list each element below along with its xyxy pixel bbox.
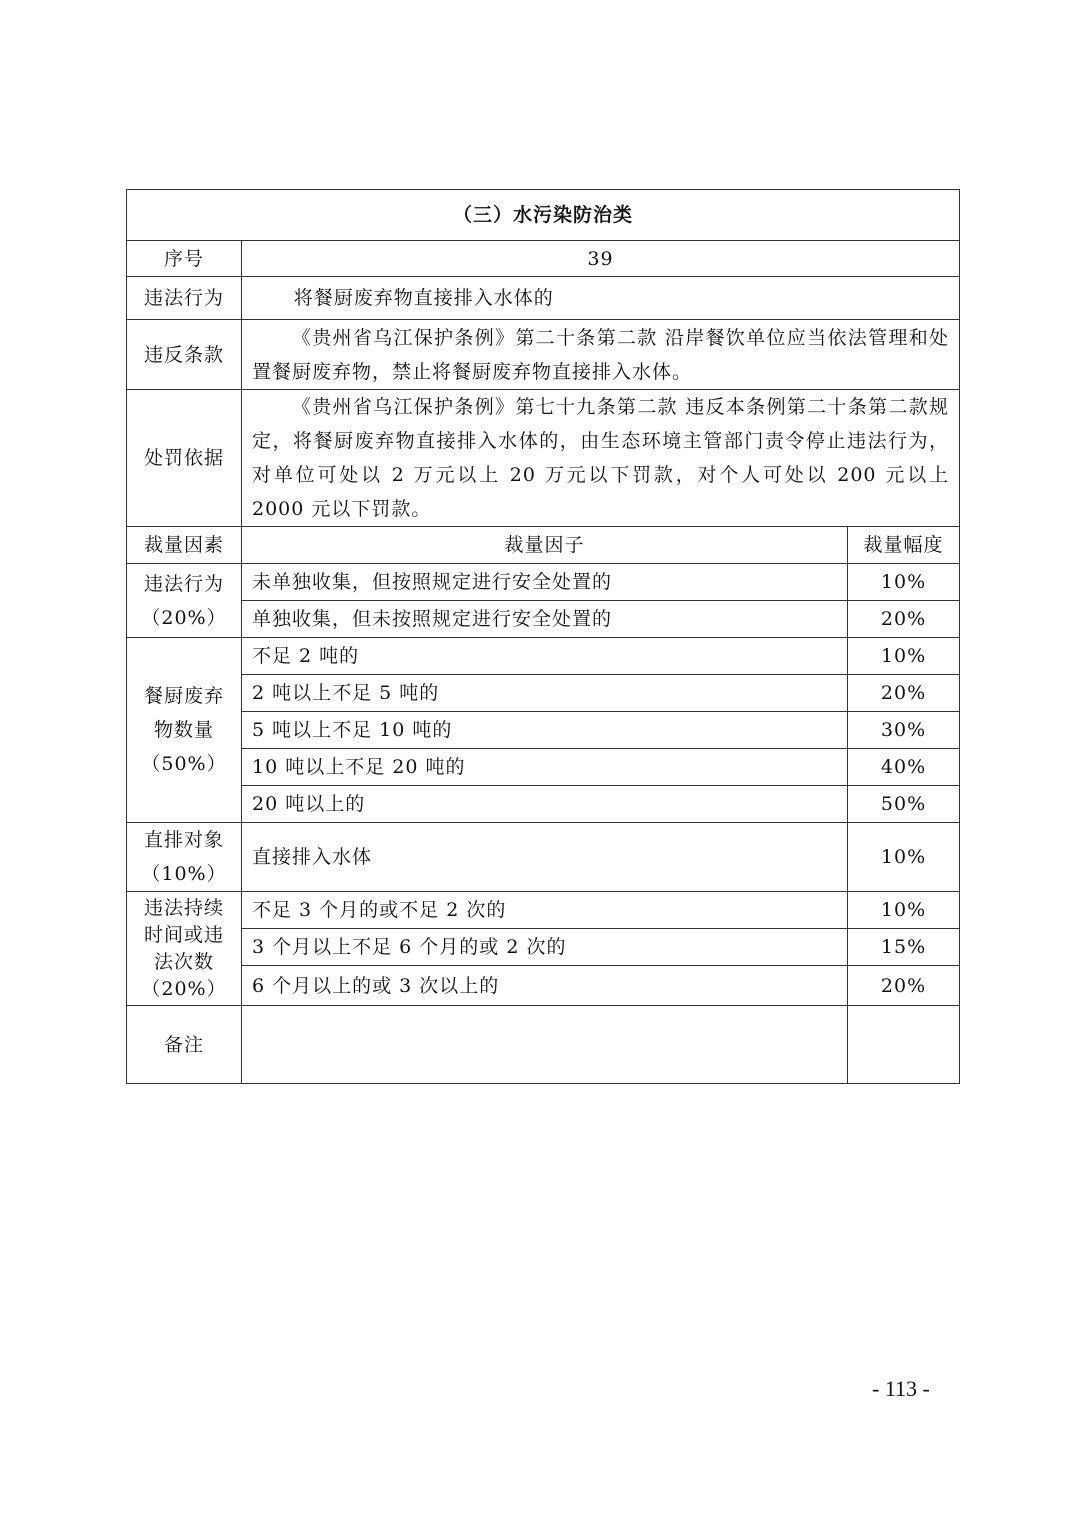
serial-value: 39 [242, 241, 960, 277]
clause-value: 《贵州省乌江保护条例》第二十条第二款 沿岸餐饮单位应当依法管理和处置餐厨废弃物，禁止将餐厨废弃物直接排入水体。 [242, 320, 960, 390]
group-label-line: 物数量 [153, 719, 214, 741]
group-label-line: 时间或违 [143, 923, 224, 946]
group-label-line: 法次数 [153, 950, 214, 973]
group-label-line: （10%） [141, 863, 227, 885]
serial-label: 序号 [127, 241, 242, 277]
group-label-waste-quantity [127, 638, 242, 823]
remarks-label: 备注 [127, 1006, 242, 1084]
group-label-discharge-target [127, 823, 242, 892]
group-label-line: 餐厨废弃 [143, 685, 224, 707]
header-factor: 裁量因子 [242, 527, 848, 564]
range-cell: 15% [848, 929, 960, 966]
factor-cell: 3 个月以上不足 6 个月的或 2 次的 [242, 929, 848, 966]
remarks-value [242, 1006, 848, 1084]
header-range: 裁量幅度 [848, 527, 960, 564]
factor-cell: 20 吨以上的 [242, 786, 848, 823]
group-label-line: （20%） [141, 977, 227, 1000]
group-label-line: 违法行为 [143, 572, 224, 595]
group-label-line: （50%） [141, 753, 227, 775]
group-label-line: 直排对象 [143, 829, 224, 851]
range-cell: 40% [848, 749, 960, 786]
violation-label: 违法行为 [127, 277, 242, 320]
factor-cell: 10 吨以上不足 20 吨的 [242, 749, 848, 786]
violation-value: 将餐厨废弃物直接排入水体的 [242, 277, 960, 320]
basis-value: 《贵州省乌江保护条例》第七十九条第二款 违反本条例第二十条第二款规定，将餐厨废弃物直接排入水体的，由生态环境主管部门责令停止违法行为，对单位可处以 2 万元以上 20 万元以下罚款，对个人可处以 200 元以上 2000 元以下罚款。 [242, 390, 960, 527]
group-label-line: （20%） [141, 606, 227, 629]
section-title: （三）水污染防治类 [127, 190, 960, 241]
range-cell: 10% [848, 564, 960, 601]
group-label-duration [127, 892, 242, 1006]
header-factor-group: 裁量因素 [127, 527, 242, 564]
group-label-line: 违法持续 [143, 896, 224, 919]
remarks-range [848, 1006, 960, 1084]
factor-cell: 5 吨以上不足 10 吨的 [242, 712, 848, 749]
factor-cell: 不足 2 吨的 [242, 638, 848, 675]
range-cell: 20% [848, 675, 960, 712]
range-cell: 30% [848, 712, 960, 749]
clause-label: 违反条款 [127, 320, 242, 390]
range-cell: 50% [848, 786, 960, 823]
factor-cell: 单独收集，但未按照规定进行安全处置的 [242, 601, 848, 638]
page-number: - 113 - [872, 1376, 930, 1401]
range-cell: 10% [848, 823, 960, 892]
penalty-table [126, 189, 960, 1084]
factor-cell: 未单独收集，但按照规定进行安全处置的 [242, 564, 848, 601]
range-cell: 20% [848, 601, 960, 638]
factor-cell: 不足 3 个月的或不足 2 次的 [242, 892, 848, 929]
range-cell: 20% [848, 966, 960, 1006]
range-cell: 10% [848, 892, 960, 929]
factor-cell: 2 吨以上不足 5 吨的 [242, 675, 848, 712]
range-cell: 10% [848, 638, 960, 675]
factor-cell: 6 个月以上的或 3 次以上的 [242, 966, 848, 1006]
basis-label: 处罚依据 [127, 390, 242, 527]
group-label-conduct [127, 564, 242, 638]
factor-cell: 直接排入水体 [242, 823, 848, 892]
